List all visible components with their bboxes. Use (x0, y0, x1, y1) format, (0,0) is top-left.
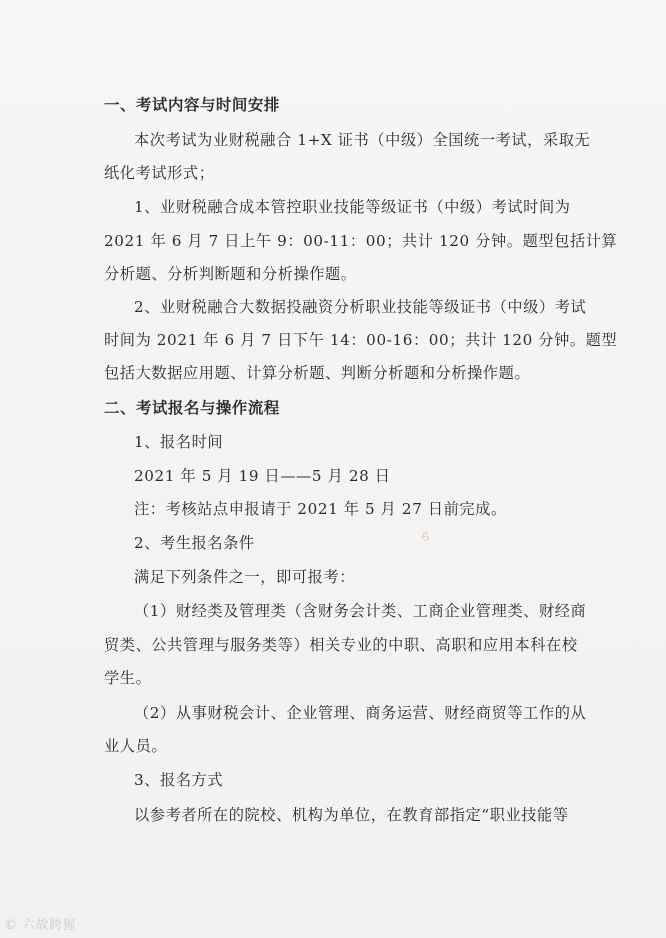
section2-heading: 二、考试报名与操作流程 (104, 399, 280, 417)
watermark: © 六故跨猩 (4, 918, 77, 933)
sub1-dates: 2021 年 5 月 19 日——5 月 28 日 (134, 467, 391, 485)
sub1-title: 1、报名时间 (134, 433, 224, 451)
cond1-line1: （1）财经类及管理类（含财务会计类、工商企业管理类、财经商 (134, 602, 587, 620)
sub3-title: 3、报名方式 (134, 771, 224, 789)
item2-line3: 包括大数据应用题、计算分析题、判断分析题和分析操作题。 (104, 364, 531, 382)
section1-intro-line1: 本次考试为业财税融合 1+X 证书（中级）全国统一考试，采取无 (134, 131, 591, 149)
cond2-line1: （2）从事财税会计、企业管理、商务运营、财经商贸等工作的从 (134, 704, 587, 722)
item1-line3: 分析题、分析判断题和分析操作题。 (104, 265, 357, 283)
sub2-title: 2、考生报名条件 (134, 534, 255, 552)
cond1-line2: 贸类、公共管理与服务类等）相关专业的中职、高职和应用本科在校 (104, 636, 578, 654)
item1-line2: 2021 年 6 月 7 日上午 9：00-11：00；共计 120 分钟。题型包括计算 (104, 232, 618, 250)
cond2-line2: 业人员。 (104, 737, 168, 755)
cond1-line3: 学生。 (104, 669, 152, 687)
sub3-line1: 以参考者所在的院校、机构为单位，在教育部指定“职业技能等 (134, 806, 569, 824)
sub1-note: 注：考核站点申报请于 2021 年 5 月 27 日前完成。 (134, 500, 507, 518)
item1-line1: 1、业财税融合成本管控职业技能等级证书（中级）考试时间为 (134, 198, 571, 216)
sub2-intro: 满足下列条件之一，即可报考： (134, 568, 356, 586)
item2-line2: 时间为 2021 年 6 月 7 日下午 14：00-16：00；共计 120 分钟。题型 (104, 331, 618, 349)
section1-heading: 一、考试内容与时间安排 (104, 96, 280, 114)
item2-line1: 2、业财税融合大数据投融资分析职业技能等级证书（中级）考试 (134, 298, 587, 316)
section1-intro-line2: 纸化考试形式； (104, 164, 215, 182)
stamp-mark: ら (419, 529, 432, 544)
